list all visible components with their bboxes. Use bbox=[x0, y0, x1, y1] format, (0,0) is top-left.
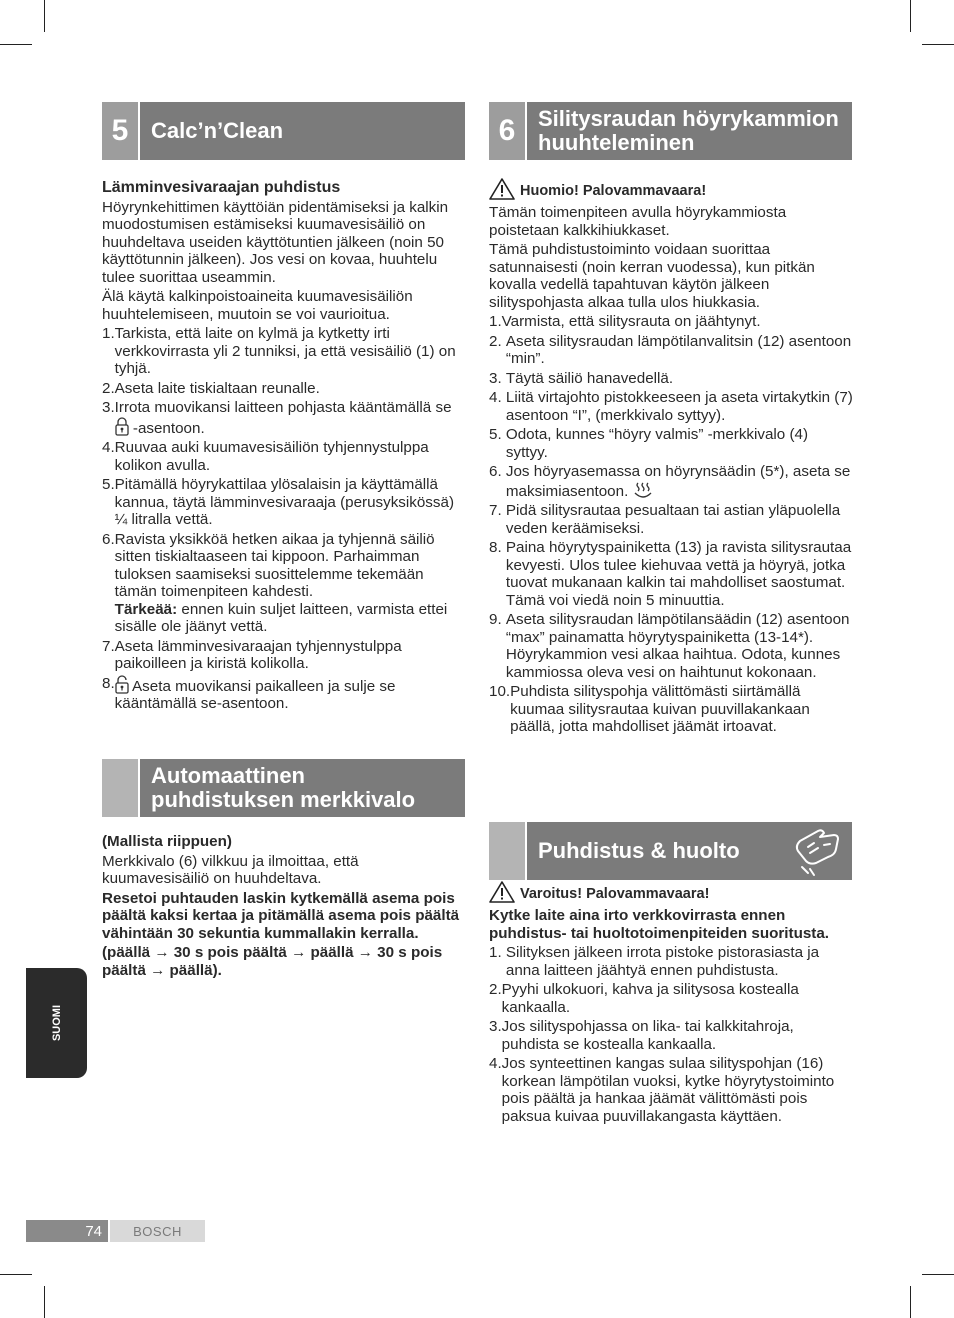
important-text: ennen kuin suljet laitteen, varmista ettei sisälle ole jäänyt vettä. bbox=[114, 600, 448, 635]
step-number: 4. bbox=[489, 389, 506, 406]
care-body bbox=[489, 881, 853, 1127]
step-number: 2. bbox=[489, 981, 502, 998]
step-number: 6. bbox=[102, 530, 115, 548]
auto-text: Merkkivalo (6) vilkkuu ja ilmoittaa, että kuumavesisäiliö on huuhdeltava. bbox=[102, 852, 359, 887]
section-6-number: 6 bbox=[489, 102, 527, 160]
header-blank-box bbox=[102, 759, 140, 817]
section-6-body bbox=[489, 178, 853, 738]
crop-mark bbox=[922, 1274, 954, 1275]
step-text: Varmista, että silitysrauta on jäähtynyt. bbox=[501, 313, 761, 330]
step-text: Pitämällä höyrykattilaa ylösalaisin ja käyttämällä kannua, täytä lämminvesivaraaja (perusyksikössä) ¼ litralla vettä. bbox=[114, 476, 455, 528]
care-title-text: Puhdistus & huolto bbox=[538, 838, 740, 863]
step-number: 1. bbox=[489, 313, 502, 330]
step-number: 3. bbox=[489, 1018, 502, 1035]
section-5-number: 5 bbox=[102, 102, 140, 160]
step-text: Paina höyrytyspainiketta (13) ja ravista silitysrautaa kevyesti. Ulos tulee kiehuvaa vettä ja höyryä, jotka tuovat mukanaan kalkin tai mahdolliset saostumat. Tämä voi viedä noin 5 minuuttia. bbox=[505, 539, 852, 609]
list-item bbox=[489, 1055, 853, 1125]
list-item bbox=[489, 502, 853, 537]
step-text-part: -asentoon. bbox=[128, 419, 205, 437]
step-text bbox=[506, 463, 853, 500]
brand-label: BOSCH bbox=[108, 1220, 205, 1242]
step-text: Aseta lämminvesivaraajan tyhjennystulppa paikoilleen ja kiristä kolikolla. bbox=[114, 637, 402, 672]
care-title bbox=[527, 822, 790, 880]
section-6-p2: Tämä puhdistustoiminto voidaan suorittaa satunnaisesti (noin kerran vuodessa), kun pitkän kovalla vedellä tapahtuvan käytön jälkeen silityspohjasta alkaa tulla ulos hiukkasia. bbox=[489, 241, 815, 311]
step-text: Pyyhi ulkokuori, kahva ja silitysosa kostealla kankaalla. bbox=[501, 981, 799, 1016]
care-warning bbox=[489, 881, 853, 903]
crop-mark bbox=[0, 44, 32, 45]
section-5-intro: Höyrynkehittimen käyttöiän pidentämiseksi ja kalkin muodostumisen estämiseksi kuumavesisäiliö on huuhdeltava useiden käyttötuntien jälkeen (noin 50 käyttötunnin jälkeen). Jos vesi on kovaa, huuhtelu tulee suorittaa useammin. bbox=[102, 198, 449, 286]
section-5-header bbox=[102, 102, 465, 160]
section-6-title bbox=[527, 102, 852, 160]
list-item bbox=[489, 1018, 853, 1053]
section-6-p1: Tämän toimenpiteen avulla höyrykammiosta poistetaan kalkkihiukkaset. bbox=[489, 204, 787, 239]
step-number: 7. bbox=[489, 502, 506, 519]
step-text bbox=[115, 399, 466, 437]
step-text: Täytä säiliö hanavedellä. bbox=[505, 369, 674, 387]
list-item bbox=[102, 380, 466, 398]
step-text bbox=[115, 675, 466, 713]
burn-warning bbox=[489, 178, 853, 200]
care-header bbox=[489, 822, 852, 880]
step-number: 6. bbox=[489, 463, 506, 480]
step-text: Jos synteettinen kangas sulaa silityspohjan (16) korkean lämpötilan vuoksi, kytke höyrytystoiminto pois päältä ja hankaa jäämät välittömästi pois paksua kuivaa puuvillakangasta käyttäen. bbox=[501, 1055, 835, 1125]
list-item bbox=[102, 476, 466, 529]
title-line: Automaattinen bbox=[151, 763, 305, 788]
step-text-part: Aseta muovikansi paikalleen ja sulje se kääntämällä se-asentoon. bbox=[114, 677, 396, 712]
step-number: 5. bbox=[489, 426, 506, 443]
step-text: Odota, kunnes “höyry valmis” -merkkivalo (4) syttyy. bbox=[505, 426, 809, 461]
crop-mark bbox=[44, 0, 45, 32]
step-number: 4. bbox=[489, 1055, 502, 1072]
step-text-part: Irrota muovikansi laitteen pohjasta kääntämällä se bbox=[114, 399, 452, 416]
reset-sequence: (päällä → 30 s pois päältä → päällä → 30 s pois päältä → päällä). bbox=[102, 944, 443, 979]
list-item bbox=[489, 313, 853, 331]
lock-icon bbox=[115, 417, 129, 436]
list-item bbox=[102, 325, 466, 378]
step-number: 10. bbox=[489, 683, 511, 700]
warning-triangle-icon bbox=[489, 881, 515, 903]
list-item bbox=[489, 611, 853, 681]
crop-mark bbox=[0, 1274, 32, 1275]
cleaning-hand-icon bbox=[790, 823, 846, 879]
warning-text: Varoitus! Palovammavaara! bbox=[520, 885, 710, 902]
header-blank-box bbox=[489, 822, 527, 880]
step-text-part: Ravista yksikköä hetken aikaa ja tyhjennä säiliö sitten tiskialtaaseen tai kippoon. Parhaimman tuloksen saamiseksi suosittelemme tekemään tämän toimenpiteen kahdesti. bbox=[114, 530, 435, 600]
lock-icon bbox=[115, 675, 129, 694]
step-number: 2. bbox=[102, 379, 115, 397]
list-item bbox=[489, 683, 853, 736]
step-number: 1. bbox=[489, 944, 506, 961]
language-tab bbox=[26, 968, 87, 1078]
step-number: 5. bbox=[102, 476, 115, 493]
step-number: 9. bbox=[489, 611, 506, 628]
title-line: puhdistuksen merkkivalo bbox=[151, 787, 416, 812]
auto-cleaning-header bbox=[102, 759, 465, 817]
title-line: Silitysraudan höyrykammion bbox=[538, 106, 839, 131]
step-number: 3. bbox=[102, 399, 115, 416]
reset-instruction: Resetoi puhtauden laskin kytkemällä asema pois päältä kaksi kertaa ja pitämällä asema pois päältä vähintään 30 sekuntia kummallakin kerralla. bbox=[102, 889, 460, 942]
section-6-header bbox=[489, 102, 852, 160]
section-5-subtitle: Lämminvesivaraajan puhdistus bbox=[102, 179, 341, 196]
step-number: 7. bbox=[102, 637, 115, 655]
crop-mark bbox=[44, 1286, 45, 1318]
step-number: 8. bbox=[102, 674, 115, 692]
section-5-warning: Älä käytä kalkinpoistoaineita kuumavesisäiliön huuhtelemiseen, muutoin se voi vaurioitua. bbox=[102, 288, 413, 323]
step-text: Aseta silitysraudan lämpötilanvalitsin (12) asentoon “min”. bbox=[505, 332, 852, 367]
page-number: 74 bbox=[26, 1220, 108, 1242]
section-5-title bbox=[140, 102, 465, 160]
crop-mark bbox=[922, 44, 954, 45]
step-text: Tarkista, että laite on kylmä ja kytketty irti verkkovirrasta yli 2 tunniksi, ja että vesisäiliö (1) on tyhjä. bbox=[114, 325, 456, 377]
step-text-part: Jos höyryasemassa on höyrynsäädin (5*), aseta se maksimiasentoon. bbox=[505, 463, 851, 500]
model-note: (Mallista riippuen) bbox=[102, 833, 232, 850]
step-number: 1. bbox=[102, 325, 115, 342]
list-item bbox=[489, 539, 853, 609]
step-text: Aseta laite tiskialtaan reunalle. bbox=[114, 379, 320, 397]
step-number: 4. bbox=[102, 439, 115, 456]
crop-mark bbox=[910, 0, 911, 32]
list-item bbox=[489, 944, 853, 979]
important-label: Tärkeää: bbox=[114, 600, 178, 618]
step-text bbox=[115, 531, 466, 636]
step-text: Aseta silitysraudan lämpötilansäädin (12) asentoon “max” painamatta höyrytyspainiketta (13-14*). Höyrykammion vesi alkaa haihtua. Odota, kunnes kammiossa oleva vesi on haihtunut kokonaan. bbox=[505, 611, 850, 681]
step-text: Liitä virtajohto pistokkeeseen ja aseta virtakytkin (7) asentoon “I”, (merkkivalo syttyy). bbox=[505, 389, 853, 424]
step-text: Puhdista silityspohja välittömästi siirtämällä kuumaa silitysrautaa kuivan puuvillakankaan päällä, jotta mahdolliset jäämät irtoavat. bbox=[510, 683, 810, 735]
list-item bbox=[489, 463, 853, 500]
auto-cleaning-title bbox=[140, 759, 465, 817]
list-item bbox=[489, 333, 853, 368]
step-number: 3. bbox=[489, 369, 506, 387]
language-tab-label: SUOMI bbox=[50, 1004, 63, 1042]
step-text: Silityksen jälkeen irrota pistoke pistorasiasta ja anna laitteen jäähtyä ennen puhdistusta. bbox=[505, 944, 820, 979]
warning-text: Huomio! Palovammavaara! bbox=[520, 182, 707, 199]
auto-cleaning-body bbox=[102, 833, 466, 981]
list-item bbox=[102, 638, 466, 673]
list-item bbox=[102, 439, 466, 474]
title-line: huuhteleminen bbox=[538, 130, 695, 155]
list-item bbox=[489, 370, 853, 388]
list-item bbox=[102, 399, 466, 437]
section-5-steps bbox=[102, 325, 466, 713]
list-item bbox=[489, 981, 853, 1016]
step-number: 2. bbox=[489, 332, 506, 350]
page-footer bbox=[26, 1220, 205, 1242]
step-text: Pidä silitysrautaa pesualtaan tai astian yläpuolella veden keräämiseksi. bbox=[505, 502, 841, 537]
care-steps bbox=[489, 944, 853, 1125]
section-5-body bbox=[102, 179, 466, 715]
section-6-steps bbox=[489, 313, 853, 736]
list-item bbox=[102, 531, 466, 636]
list-item bbox=[489, 389, 853, 424]
section-5-title-text: Calc’n’Clean bbox=[151, 118, 284, 143]
list-item bbox=[489, 426, 853, 461]
list-item bbox=[102, 675, 466, 713]
steam-icon bbox=[633, 481, 653, 499]
crop-mark bbox=[910, 1286, 911, 1318]
care-bold-note: Kytke laite aina irto verkkovirrasta ennen puhdistus- tai huoltotoimenpiteiden suoritusta. bbox=[489, 907, 830, 942]
step-text: Ruuvaa auki kuumavesisäiliön tyhjennystulppa kolikon avulla. bbox=[114, 439, 429, 474]
step-text: Jos silityspohjassa on lika- tai kalkkitahroja, puhdista se kostealla kankaalla. bbox=[501, 1018, 794, 1053]
step-number: 8. bbox=[489, 539, 506, 556]
warning-triangle-icon bbox=[489, 178, 515, 200]
